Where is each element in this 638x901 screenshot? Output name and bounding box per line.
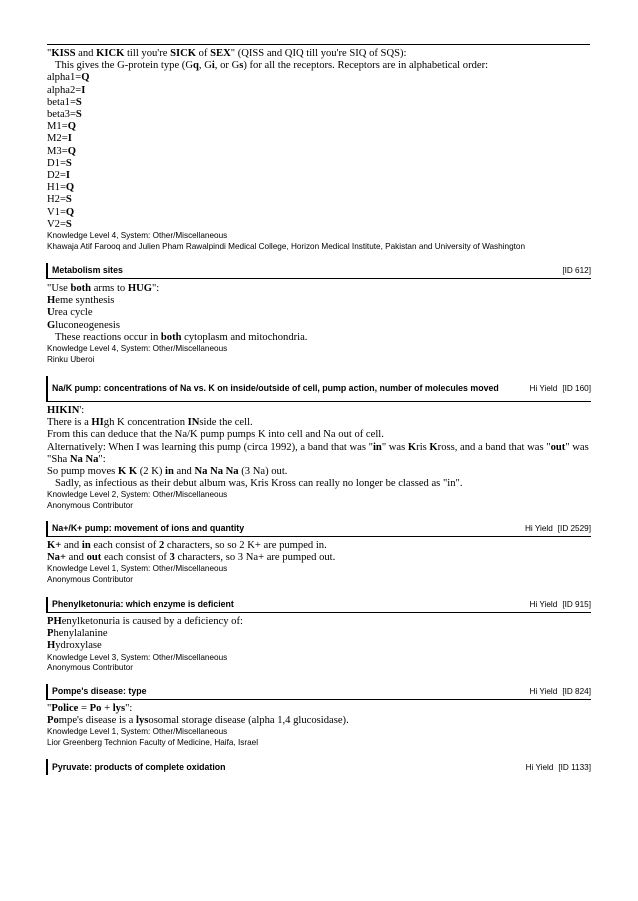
author-line: Lior Greenberg Technion Faculty of Medicine, Haifa, Israel <box>47 738 259 748</box>
mnemonic-receptors-block <box>47 48 592 253</box>
nak-pump-quantity-body <box>47 540 592 586</box>
receptor-item: V1=Q <box>47 206 75 218</box>
section-meta <box>530 600 591 609</box>
receptor-item: H2=S <box>47 194 72 206</box>
section-id: [ID 915] <box>562 600 591 609</box>
section-header-pompes-disease <box>46 684 591 700</box>
receptor-item: M1=Q <box>47 121 76 133</box>
section-id: [ID 612] <box>562 266 591 275</box>
section-header-phenylketonuria <box>46 597 591 613</box>
section-header-nak-pump-quantity <box>46 521 591 537</box>
yield-label: Hi Yield <box>525 524 553 533</box>
list-item: Heme synthesis <box>47 295 115 307</box>
text-line: Pompe's disease is a lysosomal storage disease (alpha 1,4 glucosidase). <box>47 715 349 727</box>
list-item: Gluconeogenesis <box>47 319 120 331</box>
section-meta <box>562 266 591 275</box>
section-title: Pyruvate: products of complete oxidation <box>52 761 226 772</box>
author-line: Khawaja Atif Farooq and Julien Pham Rawalpindi Medical College, Horizon Medical Institute, Pakistan and University of Washington <box>47 241 526 251</box>
section-meta <box>526 763 591 772</box>
section-id: [ID 160] <box>562 384 591 393</box>
pompes-disease-body <box>47 703 592 749</box>
section-id: [ID 824] <box>562 687 591 696</box>
author-line: Rinku Uberoi <box>47 354 95 364</box>
receptor-item: V2=S <box>47 218 72 230</box>
section-title: Phenylketonuria: which enzyme is deficient <box>52 599 234 609</box>
yield-label: Hi Yield <box>529 600 558 609</box>
section-meta <box>530 687 591 696</box>
receptor-item: D2=I <box>47 170 71 182</box>
receptor-item: alpha1=Q <box>47 72 90 84</box>
section-id: [ID 2529] <box>557 524 591 533</box>
text-line: Alternatively: When I was learning this pump (circa 1992), a band that was "in" was Kris Kross, and a band that was "out" was "Sha Na Na": <box>47 441 589 465</box>
text-line: There is a HIgh K concentration INside the cell. <box>47 417 253 429</box>
section-header-metabolism-sites <box>46 263 591 279</box>
knowledge-level: Knowledge Level 1, System: Other/Miscellaneous <box>47 727 228 737</box>
receptor-item: M2=I <box>47 133 72 145</box>
section-meta <box>525 524 591 533</box>
list-item: Hydroxylase <box>47 640 102 652</box>
yield-label: Hi Yield <box>529 687 558 696</box>
knowledge-level: Knowledge Level 4, System: Other/Miscellaneous <box>47 344 228 354</box>
mnemonic-line: "Use both arms to HUG": <box>47 283 160 294</box>
section-header-pyruvate <box>46 759 591 775</box>
section-title: Metabolism sites <box>52 265 123 275</box>
nak-pump-body <box>47 405 592 512</box>
knowledge-level: Knowledge Level 4, System: Other/Miscellaneous <box>47 231 228 241</box>
yield-label: Hi Yield <box>525 762 554 772</box>
text-line: K+ and in each consist of 2 characters, so so 2 K+ are pumped in. <box>47 540 327 551</box>
receptor-item: D1=S <box>47 157 72 169</box>
list-item: Urea cycle <box>47 307 93 319</box>
receptor-item: H1=Q <box>47 182 75 194</box>
author-line: Anonymous Contributor <box>47 663 134 673</box>
section-title: Na+/K+ pump: movement of ions and quantity <box>52 523 245 533</box>
section-title: Pompe's disease: type <box>52 686 147 696</box>
text-line: Na+ and out each consist of 3 characters, so 3 Na+ are pumped out. <box>47 552 336 564</box>
section-id: [ID 1133] <box>558 762 591 772</box>
top-rule <box>47 44 590 45</box>
receptor-item: M3=Q <box>47 145 76 157</box>
receptor-item: alpha2=I <box>47 84 86 96</box>
knowledge-level: Knowledge Level 2, System: Other/Miscellaneous <box>47 490 228 500</box>
section-title: Na/K pump: concentrations of Na vs. K on inside/outside of cell, pump action, number of molecules moved <box>52 383 499 393</box>
gprotein-note: This gives the G-protein type (Gq, Gi, or Gs) for all the receptors. Receptors are in alphabetical order: <box>55 60 489 72</box>
receptor-item: beta1=S <box>47 96 82 108</box>
metabolism-sites-body <box>47 283 592 366</box>
text-line: PHenylketonuria is caused by a deficiency of: <box>47 616 243 627</box>
note-line: These reactions occur in both cytoplasm and mitochondria. <box>55 331 308 343</box>
section-meta <box>530 384 591 393</box>
author-line: Anonymous Contributor <box>47 575 134 585</box>
yield-label: Hi Yield <box>529 384 558 393</box>
knowledge-level: Knowledge Level 1, System: Other/Miscellaneous <box>47 564 228 574</box>
note-line: Sadly, as infectious as their debut album was, Kris Kross can really no longer be classed as "in". <box>55 478 463 490</box>
knowledge-level: Knowledge Level 3, System: Other/Miscellaneous <box>47 652 228 662</box>
phenylketonuria-body <box>47 616 592 674</box>
mnemonic-line: HIKIN': <box>47 405 85 416</box>
receptor-list <box>47 72 592 231</box>
mnemonic-intro: "KISS and KICK till you're SICK of SEX" (QISS and QIQ till you're SIQ of SQS): <box>47 48 407 59</box>
author-line: Anonymous Contributor <box>47 501 134 511</box>
text-line: So pump moves K K (2 K) in and Na Na Na (3 Na) out. <box>47 466 288 478</box>
mnemonic-line: "Police = Po + lys": <box>47 703 133 714</box>
list-item: Phenylalanine <box>47 628 108 640</box>
receptor-item: beta3=S <box>47 109 82 121</box>
text-line: From this can deduce that the Na/K pump pumps K into cell and Na out of cell. <box>47 429 384 441</box>
section-header-nak-pump <box>46 376 591 402</box>
